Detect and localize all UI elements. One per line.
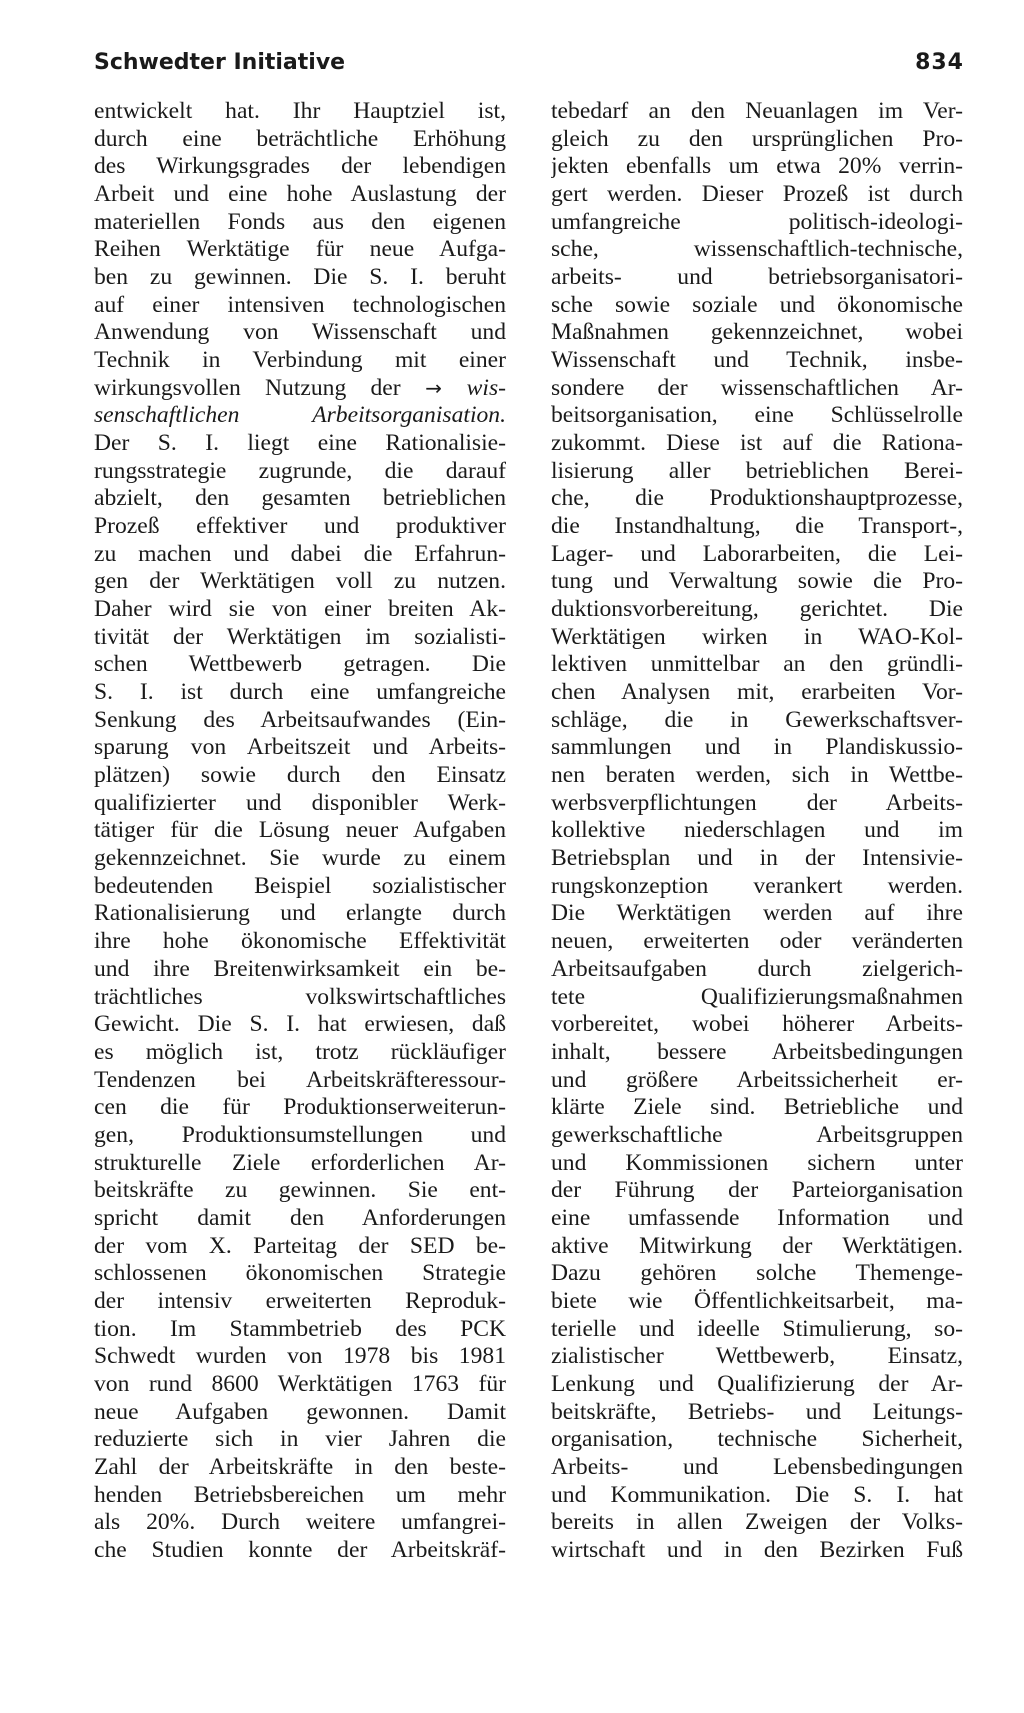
text-line: Gewicht. Die S. I. hat erwiesen, daß <box>94 1011 506 1038</box>
running-head <box>94 46 964 80</box>
text-line: zu machen und dabei die Erfahrun- <box>94 540 506 567</box>
text-line: Betriebsplan und in der Intensivie- <box>551 845 963 872</box>
text-line: Senkung des Arbeitsaufwandes (Ein- <box>94 706 506 733</box>
text-line: gewerkschaftliche Arbeitsgruppen <box>551 1121 963 1148</box>
text-line: wirkungsvollen Nutzung der → wis- <box>94 374 506 401</box>
text-line: Arbeits- und Lebensbedingungen <box>551 1453 963 1480</box>
text-line: qualifizierter und disponibler Werk- <box>94 789 506 816</box>
text-line: Arbeitsaufgaben durch zielgerich- <box>551 955 963 982</box>
text-line: Technik in Verbindung mit einer <box>94 347 506 374</box>
text-line: tung und Verwaltung sowie die Pro- <box>551 568 963 595</box>
text-line: Tendenzen bei Arbeitskräfteressour- <box>94 1066 506 1093</box>
text-line: umfangreiche politisch-ideologi- <box>551 208 963 235</box>
text-line: gen der Werktätigen voll zu nutzen. <box>94 568 506 595</box>
cross-reference-arrow-icon: → <box>400 375 467 400</box>
text-line: tete Qualifizierungsmaßnahmen <box>551 983 963 1010</box>
text-line: zialistischer Wettbewerb, Einsatz, <box>551 1343 963 1370</box>
text-line: terielle und ideelle Stimulierung, so- <box>551 1315 963 1342</box>
text-line: nen beraten werden, sich in Wettbe- <box>551 762 963 789</box>
text-line: Prozeß effektiver und produktiver <box>94 513 506 540</box>
text-line: der vom X. Parteitag der SED be- <box>94 1232 506 1259</box>
text-line: eine umfassende Information und <box>551 1204 963 1231</box>
text-line: duktionsvorbereitung, gerichtet. Die <box>551 596 963 623</box>
page-number: 834 <box>915 50 964 75</box>
text-line: aktive Mitwirkung der Werktätigen. <box>551 1232 963 1259</box>
text-line: cen die für Produktionserweiterun- <box>94 1094 506 1121</box>
cross-reference-link[interactable]: senschaftlichen Arbeitsorganisation. <box>94 402 506 429</box>
text-line: bedeutenden Beispiel sozialistischer <box>94 872 506 899</box>
text-line: des Wirkungsgrades der lebendigen <box>94 153 506 180</box>
text-line: strukturelle Ziele erforderlichen Ar- <box>94 1149 506 1176</box>
text-line: Der S. I. liegt eine Rationalisie- <box>94 430 506 457</box>
text-line: Anwendung von Wissenschaft und <box>94 319 506 346</box>
text-line: beitsorganisation, eine Schlüsselrolle <box>551 402 963 429</box>
text-line: Arbeit und eine hohe Auslastung der <box>94 181 506 208</box>
text-line: gen, Produktionsumstellungen und <box>94 1121 506 1148</box>
text-line: lisierung aller betrieblichen Berei- <box>551 457 963 484</box>
text-line: Werktätigen wirken in WAO-Kol- <box>551 623 963 650</box>
text-line: es möglich ist, trotz rückläufiger <box>94 1038 506 1065</box>
text-line: gert werden. Dieser Prozeß ist durch <box>551 181 963 208</box>
text-line: beitskräfte zu gewinnen. Sie ent- <box>94 1177 506 1204</box>
text-line: materiellen Fonds aus den eigenen <box>94 208 506 235</box>
text-line: trächtliches volkswirtschaftliches <box>94 983 506 1010</box>
text-line: lektiven unmittelbar an den gründli- <box>551 651 963 678</box>
text-line: sammlungen und in Plandiskussio- <box>551 734 963 761</box>
text-line: werbsverpflichtungen der Arbeits- <box>551 789 963 816</box>
text-line: Maßnahmen gekennzeichnet, wobei <box>551 319 963 346</box>
text-line: spricht damit den Anforderungen <box>94 1204 506 1231</box>
text-line: plätzen) sowie durch den Einsatz <box>94 762 506 789</box>
text-line: tätiger für die Lösung neuer Aufgaben <box>94 817 506 844</box>
text-line: zukommt. Diese ist auf die Rationa- <box>551 430 963 457</box>
text-line: Lager- und Laborarbeiten, die Lei- <box>551 540 963 567</box>
text-line: sondere der wissenschaftlichen Ar- <box>551 374 963 401</box>
text-line: reduzierte sich in vier Jahren die <box>94 1426 506 1453</box>
text-line: der intensiv erweiterten Reproduk- <box>94 1287 506 1314</box>
text-line: schen Wettbewerb getragen. Die <box>94 651 506 678</box>
text-line: die Instandhaltung, die Transport-, <box>551 513 963 540</box>
text-line: klärte Ziele sind. Betriebliche und <box>551 1094 963 1121</box>
text-column-right <box>551 98 963 1565</box>
text-line: Rationalisierung und erlangte durch <box>94 900 506 927</box>
text-line: biete wie Öffentlichkeitsarbeit, ma- <box>551 1287 963 1314</box>
text-line: Lenkung und Qualifizierung der Ar- <box>551 1370 963 1397</box>
text-line: neuen, erweiterten oder veränderten <box>551 928 963 955</box>
text-line: bereits in allen Zweigen der Volks- <box>551 1509 963 1536</box>
text-line: sparung von Arbeitszeit und Arbeits- <box>94 734 506 761</box>
text-line: inhalt, bessere Arbeitsbedingungen <box>551 1038 963 1065</box>
text-line: auf einer intensiven technologischen <box>94 291 506 318</box>
text-line: chen Analysen mit, erarbeiten Vor- <box>551 679 963 706</box>
text-line: Reihen Werktätige für neue Aufga- <box>94 236 506 263</box>
text-line: wirtschaft und in den Bezirken Fuß <box>551 1536 963 1563</box>
text-line: ben zu gewinnen. Die S. I. beruht <box>94 264 506 291</box>
text-line: Zahl der Arbeitskräfte in den beste- <box>94 1453 506 1480</box>
text-line: sche, wissenschaftlich-technische, <box>551 236 963 263</box>
text-line: schläge, die in Gewerkschaftsver- <box>551 706 963 733</box>
text-line: der Führung der Parteiorganisation <box>551 1177 963 1204</box>
text-line: kollektive niederschlagen und im <box>551 817 963 844</box>
text-line: gekennzeichnet. Sie wurde zu einem <box>94 845 506 872</box>
text-line: entwickelt hat. Ihr Hauptziel ist, <box>94 98 506 124</box>
text-column-left <box>94 98 506 1565</box>
text-line: tion. Im Stammbetrieb des PCK <box>94 1315 506 1342</box>
text-line: tebedarf an den Neuanlagen im Ver- <box>551 98 963 124</box>
text-line: arbeits- und betriebsorganisatori- <box>551 264 963 291</box>
text-line: che, die Produktionshauptprozesse, <box>551 485 963 512</box>
text-line: rungskonzeption verankert werden. <box>551 872 963 899</box>
text-line: abzielt, den gesamten betrieblichen <box>94 485 506 512</box>
text-line: Die Werktätigen werden auf ihre <box>551 900 963 927</box>
text-line: und größere Arbeitssicherheit er- <box>551 1066 963 1093</box>
text-line: jekten ebenfalls um etwa 20% verrin- <box>551 153 963 180</box>
text-line: rungsstrategie zugrunde, die darauf <box>94 457 506 484</box>
text-line: Wissenschaft und Technik, insbe- <box>551 347 963 374</box>
text-line: und Kommunikation. Die S. I. hat <box>551 1481 963 1508</box>
text-line: von rund 8600 Werktätigen 1763 für <box>94 1370 506 1397</box>
text-line: ihre hohe ökonomische Effektivität <box>94 928 506 955</box>
text-line: schlossenen ökonomischen Strategie <box>94 1260 506 1287</box>
text-line: und Kommissionen sichern unter <box>551 1149 963 1176</box>
text-line: tivität der Werktätigen im sozialisti- <box>94 623 506 650</box>
text-line: beitskräfte, Betriebs- und Leitungs- <box>551 1398 963 1425</box>
text-line: S. I. ist durch eine umfangreiche <box>94 679 506 706</box>
text-line: und ihre Breitenwirksamkeit ein be- <box>94 955 506 982</box>
text-line: organisation, technische Sicherheit, <box>551 1426 963 1453</box>
text-line: Dazu gehören solche Themenge- <box>551 1260 963 1287</box>
text-line: sche sowie soziale und ökonomische <box>551 291 963 318</box>
text-line: vorbereitet, wobei höherer Arbeits- <box>551 1011 963 1038</box>
text-line: durch eine beträchtliche Erhöhung <box>94 125 506 152</box>
text-line: gleich zu den ursprünglichen Pro- <box>551 125 963 152</box>
text-line: als 20%. Durch weitere umfangrei- <box>94 1509 506 1536</box>
text-line: Daher wird sie von einer breiten Ak- <box>94 596 506 623</box>
text-line: Schwedt wurden von 1978 bis 1981 <box>94 1343 506 1370</box>
cross-reference-link[interactable]: wis- <box>466 374 506 401</box>
text-line: henden Betriebsbereichen um mehr <box>94 1481 506 1508</box>
text-line: che Studien konnte der Arbeitskräf- <box>94 1536 506 1563</box>
text-line: neue Aufgaben gewonnen. Damit <box>94 1398 506 1425</box>
running-head-title: Schwedter Initiative <box>94 50 346 75</box>
